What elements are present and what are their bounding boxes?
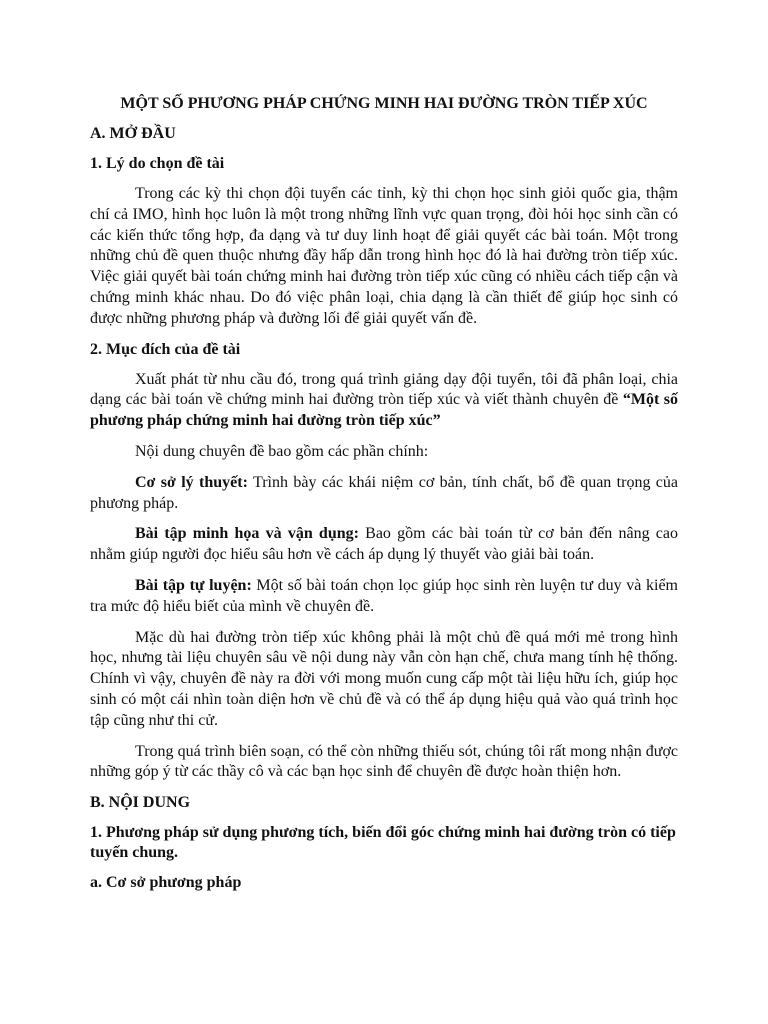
content-item-practice-text: Một số bài toán chọn lọc giúp học sinh rèn luyện tư duy và kiểm tra mức độ hiểu biết của mình về chuyên đề.: [90, 576, 678, 615]
motivation-paragraph: Mặc dù hai đường tròn tiếp xúc không phải là một chủ đề quá mới mẻ trong hình học, nhưng tài liệu chuyên sâu về nội dung này vẫn còn hạn chế, chưa mang tính hệ thống. Chính vì vậy, chuyên đề này ra đời với mong muốn cung cấp một tài liệu hữu ích, giúp học sinh có một cái nhìn toàn diện hơn về chủ đề và có thể áp dụng hiệu quả vào quá trình học tập cũng như thi cử.: [90, 628, 678, 729]
content-item-theory: [90, 473, 678, 515]
closing-paragraph: Trong quá trình biên soạn, có thể còn những thiếu sót, chúng tôi rất mong nhận được những góp ý từ các thầy cô và các bạn học sinh để chuyên đề được hoàn thiện hơn.: [90, 742, 678, 781]
subsection-1-heading: 1. Lý do chọn đề tài: [90, 155, 225, 172]
content-item-examples-text: Bao gồm các bài toán từ cơ bản đến nâng cao nhằm giúp người đọc hiểu sâu hơn về cách áp dụng lý thuyết vào giải bài toán.: [90, 525, 678, 564]
purpose-paragraph: [90, 370, 678, 432]
content-item-theory-label: Cơ sở lý thuyết:: [135, 473, 248, 491]
content-item-practice-label: Bài tập tự luyện:: [135, 576, 252, 594]
content-item-examples-label: Bài tập minh họa và vận dụng:: [135, 525, 359, 543]
content-item-practice: [90, 576, 678, 618]
topic-title-quote: “Một số phương pháp chứng minh hai đường tròn tiếp xúc”: [90, 391, 678, 430]
subsection-2-heading: 2. Mục đích của đề tài: [90, 340, 241, 358]
reason-paragraph: Trong các kỳ thi chọn đội tuyển các tỉnh, kỳ thi chọn học sinh giỏi quốc gia, thậm chí cả IMO, hình học luôn là một trong những lĩnh vực quan trọng, đòi hỏi học sinh cần có các kiến thức tổng hợp, đa dạng và tư duy linh hoạt để giải quyết các bài toán. Một trong những chủ đề quen thuộc nhưng đầy hấp dẫn trong hình học đó là hai đường tròn tiếp xúc. Việc giải quyết bài toán chứng minh hai đường tròn tiếp xúc cũng có nhiều cách tiếp cận và chứng minh khác nhau. Do đó việc phân loại, chia dạng là cần thiết để giúp học sinh có được những phương pháp và đường lối để giải quyết vấn đề.: [90, 185, 678, 327]
purpose-text: Xuất phát từ nhu cầu đó, trong quá trình giảng dạy đội tuyển, tôi đã phân loại, chia dạng các bài toán về chứng minh hai đường tròn tiếp xúc và viết thành chuyên đề: [90, 370, 678, 409]
section-a-heading: A. MỞ ĐẦU: [90, 125, 176, 142]
content-item-examples: [90, 524, 678, 566]
contents-intro: Nội dung chuyên đề bao gồm các phần chính:: [135, 442, 429, 460]
content-item-theory-text: Trình bày các khái niệm cơ bản, tính chất, bổ đề quan trọng của phương pháp.: [90, 473, 679, 512]
section-b-heading: B. NỘI DUNG: [90, 794, 191, 812]
document-title: MỘT SỐ PHƯƠNG PHÁP CHỨNG MINH HAI ĐƯỜNG TRÒN TIẾP XÚC: [120, 95, 648, 112]
method-basis-heading: a. Cơ sở phương pháp: [90, 874, 242, 892]
method-1-heading: 1. Phương pháp sử dụng phương tích, biến đổi góc chứng minh hai đường tròn có tiếp tuyến chung.: [90, 824, 676, 862]
